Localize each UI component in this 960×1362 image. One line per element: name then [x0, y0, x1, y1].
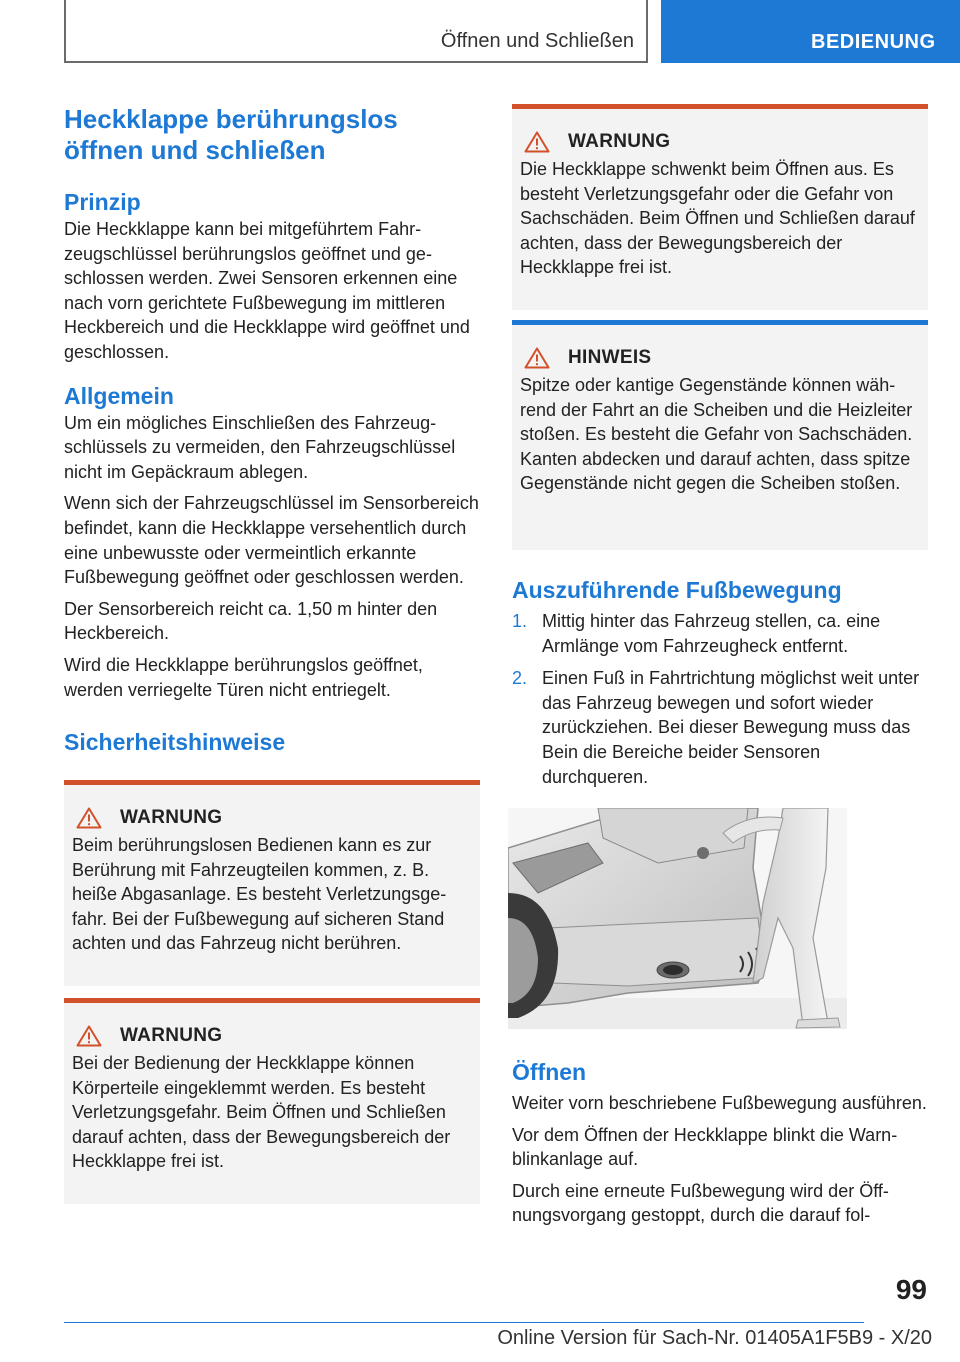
warning-text: Die Heckklappe schwenkt beim Öffnen aus. Es besteht Verletzungsgefahr oder die Gefahr von Sachschäden. Beim Öffnen und Schließen darauf achten, dass der Bewegungsbereich der Heckklappe frei ist.	[520, 159, 915, 278]
warning-title: WARNUNG	[120, 807, 223, 829]
note-box	[512, 320, 928, 550]
warning-title-row	[72, 1025, 472, 1047]
warning-box-1	[64, 780, 480, 986]
prinzip-text: Die Heckklappe kann bei mitgeführtem Fahrzeugschlüssel berührungslos geöffnet und geschlossen werden. Zwei Sensoren erkennen eine nach vorn gerichtete Fußbewegung im mittleren Heckbereich und die Heckklappe wird geöffnet und geschlossen.	[64, 219, 470, 362]
warning-box-2	[64, 998, 480, 1204]
header-section-title: Öffnen und Schließen	[440, 30, 634, 52]
left-column	[64, 104, 480, 1204]
note-title-row	[520, 347, 920, 369]
fussbewegung-heading: Auszuführende Fußbewegung	[512, 577, 842, 603]
header-chapter-tab	[661, 0, 960, 63]
allgemein-paragraph-1: Um ein mögliches Einschließen des Fahrzeugschlüssels zu vermeiden, den Fahrzeugschlüssel nicht im Gepäckraum ablegen.	[64, 412, 456, 482]
warning-title: WARNUNG	[120, 1025, 223, 1047]
warning-title-row	[520, 131, 920, 153]
oeffnen-heading: Öffnen	[512, 1059, 587, 1085]
note-text: Spitze oder kantige Gegenstände können während der Fahrt an die Scheiben und die Heizleiter stoßen. Es besteht die Gefahr von Sachschäden. Kanten abdecken und darauf achten, dass spitze Gegenstände nicht gegen die Scheiben stoßen.	[520, 375, 913, 494]
step-number: 2.	[512, 668, 528, 689]
footer-divider	[64, 1322, 864, 1323]
header-chapter-label: BEDIENUNG	[811, 31, 936, 53]
warning-triangle-icon	[524, 347, 550, 369]
prinzip-heading: Prinzip	[64, 189, 141, 215]
step-item	[512, 666, 928, 789]
warning-text: Beim berührungslosen Bedienen kann es zur Berührung mit Fahrzeugteilen kommen, z. B. heiße Abgasanlage. Es besteht Verletzungsgefahr. Bei der Fußbewegung auf sicheren Stand achten und das Fahrzeug nicht berühren.	[72, 835, 447, 954]
oeffnen-paragraph-3: Durch eine erneute Fußbewegung wird der Öffnungsvorgang gestoppt, durch die darauf fol-	[512, 1180, 889, 1226]
foot-gesture-illustration	[508, 808, 847, 1029]
warning-title: WARNUNG	[568, 131, 671, 152]
sicherheit-heading: Sicherheitshinweise	[64, 729, 286, 756]
page-title: Heckklappe berührungslos öffnen und schließen	[64, 104, 398, 165]
warning-box-3	[512, 104, 928, 310]
allgemein-paragraph-3: Der Sensorbereich reicht ca. 1,50 m hinter den Heckbereich.	[64, 598, 438, 644]
car-rear-with-leg-drawing	[508, 808, 847, 1029]
warning-text: Bei der Bedienung der Heckklappe können Körperteile eingeklemmt werden. Es besteht Verletzungsgefahr. Beim Öffnen und Schließen darauf achten, dass der Bewegungsbereich der Heckklappe frei ist.	[72, 1053, 451, 1172]
header-section-box	[64, 0, 648, 63]
oeffnen-paragraph-2: Vor dem Öffnen der Heckklappe blinkt die Warnblinkanlage auf.	[512, 1124, 898, 1170]
allgemein-paragraph-2: Wenn sich der Fahrzeugschlüssel im Sensorbereich befindet, kann die Heckklappe versehentlich durch eine unbewusste oder vermeintlich erkannte Fußbewegung geöffnet oder geschlossen werden.	[64, 493, 479, 588]
step-list	[512, 609, 928, 789]
allgemein-paragraph-4: Wird die Heckklappe berührungslos geöffnet, werden verriegelte Türen nicht entriegelt.	[64, 654, 423, 700]
footer-online-version: Online Version für Sach-Nr. 01405A1F5B9 - X/20	[497, 1327, 932, 1349]
step-text: Einen Fuß in Fahrtrichtung möglichst weit unter das Fahrzeug bewegen und sofort wieder zurückziehen. Bei dieser Bewegung muss das Bein die Bereiche beider Sensoren durchqueren.	[542, 668, 920, 787]
note-title: HINWEIS	[568, 347, 652, 368]
page-number: 99	[895, 1274, 927, 1305]
warning-triangle-icon	[524, 131, 550, 153]
step-item	[512, 609, 928, 658]
step-text: Mittig hinter das Fahrzeug stellen, ca. eine Armlänge vom Fahrzeugheck entfernt.	[542, 611, 881, 656]
warning-triangle-icon	[76, 1025, 102, 1047]
oeffnen-paragraph-1: Weiter vorn beschriebene Fußbewegung ausführen.	[512, 1093, 927, 1113]
right-column	[512, 104, 928, 789]
warning-title-row	[72, 807, 472, 829]
warning-triangle-icon	[76, 807, 102, 829]
oeffnen-section	[512, 1058, 928, 1228]
allgemein-heading: Allgemein	[64, 382, 174, 409]
step-number: 1.	[512, 611, 528, 631]
